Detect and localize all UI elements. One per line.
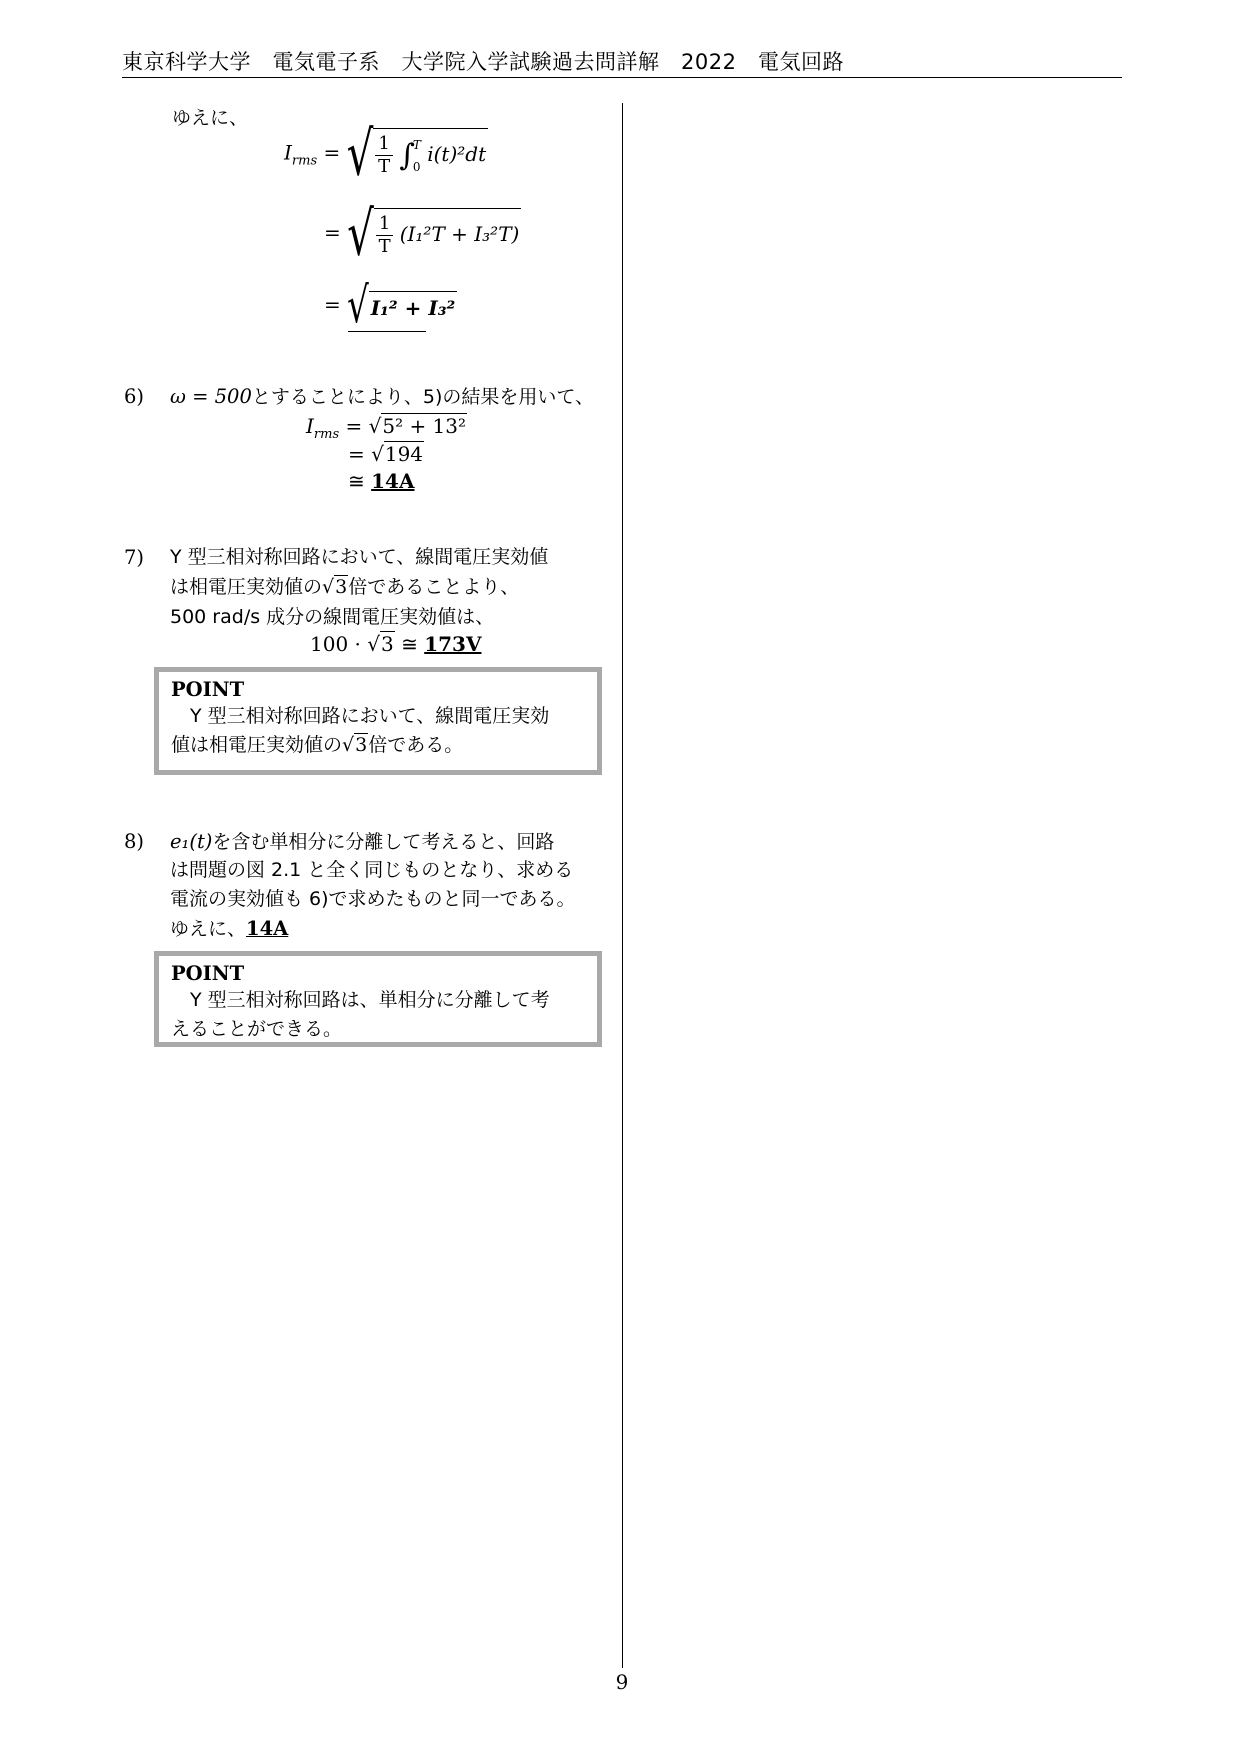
q6-text [170,382,594,412]
q8-number: 8) [124,830,145,853]
fraction-2: $\frac{1}{T}$ [376,213,393,258]
radical-1: √ $\frac{1}{T}$ ∫ T 0 i(t)²dt [346,117,487,189]
q6-omega: ω = 500 [170,385,252,408]
q8-line3: 電流の実効値も 6)で求めたものと同一である。 [170,888,576,910]
point-box-1 [154,667,602,775]
q8-result: 14A [246,917,289,940]
part5-result-underline [348,331,426,332]
part5-eq-line3: = √ I₁² + I₃² [324,277,456,335]
line2-body: (I₁²T + I₃²T) [399,222,520,246]
point2-line1: Y 型三相対称回路は、単相分に分離して考 [171,989,550,1011]
q8-line1: e₁(t)を含む単相分に分離して考えると、回路 [170,830,555,853]
integrand: i(t)²dt [427,142,487,166]
q8-line4: ゆえに、14A [170,917,289,940]
q6-result: 14A [371,469,415,493]
point-box-2 [154,951,602,1047]
q7-calc-rad: 3 [381,632,394,656]
part5-eq-line2: = √ $\frac{1}{T}$ (I₁²T + I₃²T) [324,197,520,269]
part5-intro: ゆえに、 [172,107,249,129]
point1-title: POINT [171,678,245,701]
point1-line2: 値は相電圧実効値の√3倍である。 [171,734,464,756]
header-rule [122,77,1122,78]
q7-line2: は相電圧実効値の√3倍であることより、 [170,576,520,598]
point2-line2: えることができる。 [171,1018,343,1040]
int-upper: T [412,137,421,152]
q8-line2: は問題の図 2.1 と全く同じものとなり、求める [170,859,574,881]
part5-eq-line1 [284,117,488,189]
q7-number: 7) [124,546,145,569]
page-header: 東京科学大学 電気電子系 大学院入学試験過去問詳解 2022 電気回路 [122,50,844,74]
fraction-1: $\frac{1}{T}$ [375,133,392,178]
point1-line1: Y 型三相対称回路において、線間電圧実効 [171,705,550,727]
irms-lhs: I [284,140,292,165]
column-divider [622,103,623,1668]
radical-3: √ I₁² + I₃² [347,277,456,335]
radical-2: √ $\frac{1}{T}$ (I₁²T + I₃²T) [347,197,520,269]
irms-lhs-sub: rms [291,153,318,169]
q6-text-rest: とすることにより、5)の結果を用いて、 [251,386,594,408]
q7-line3: 500 rad/s 成分の線間電圧実効値は、 [170,606,495,628]
q7-line1: Y 型三相対称回路において、線間電圧実効値 [170,546,549,568]
q6-eq-line3 [348,469,414,493]
q7-line2-rad: 3 [335,576,348,598]
eq-sign: = [323,140,341,165]
q6-line2: 194 [384,442,424,466]
q6-eq-line1: $I_{rms} = √5^2 + 13^2$ [306,414,467,442]
q6-line1: 5² + 13² [382,414,467,438]
q6-eq-line2: = √194 [348,442,424,466]
q7-calc: 100 · √3 ≅ 173V [310,632,482,656]
point1-rad: 3 [355,734,368,756]
q6-number: 6) [124,385,145,408]
q7-result: 173V [424,632,482,656]
page-number: 9 [615,1670,629,1694]
q6-approx: ≅ [348,469,365,493]
part5-result: I₁² + I₃² [369,291,457,322]
q8-var: e₁(t) [170,830,213,853]
point2-title: POINT [171,962,245,985]
integral-sign: ∫ [399,138,415,173]
int-lower: 0 [412,159,421,174]
